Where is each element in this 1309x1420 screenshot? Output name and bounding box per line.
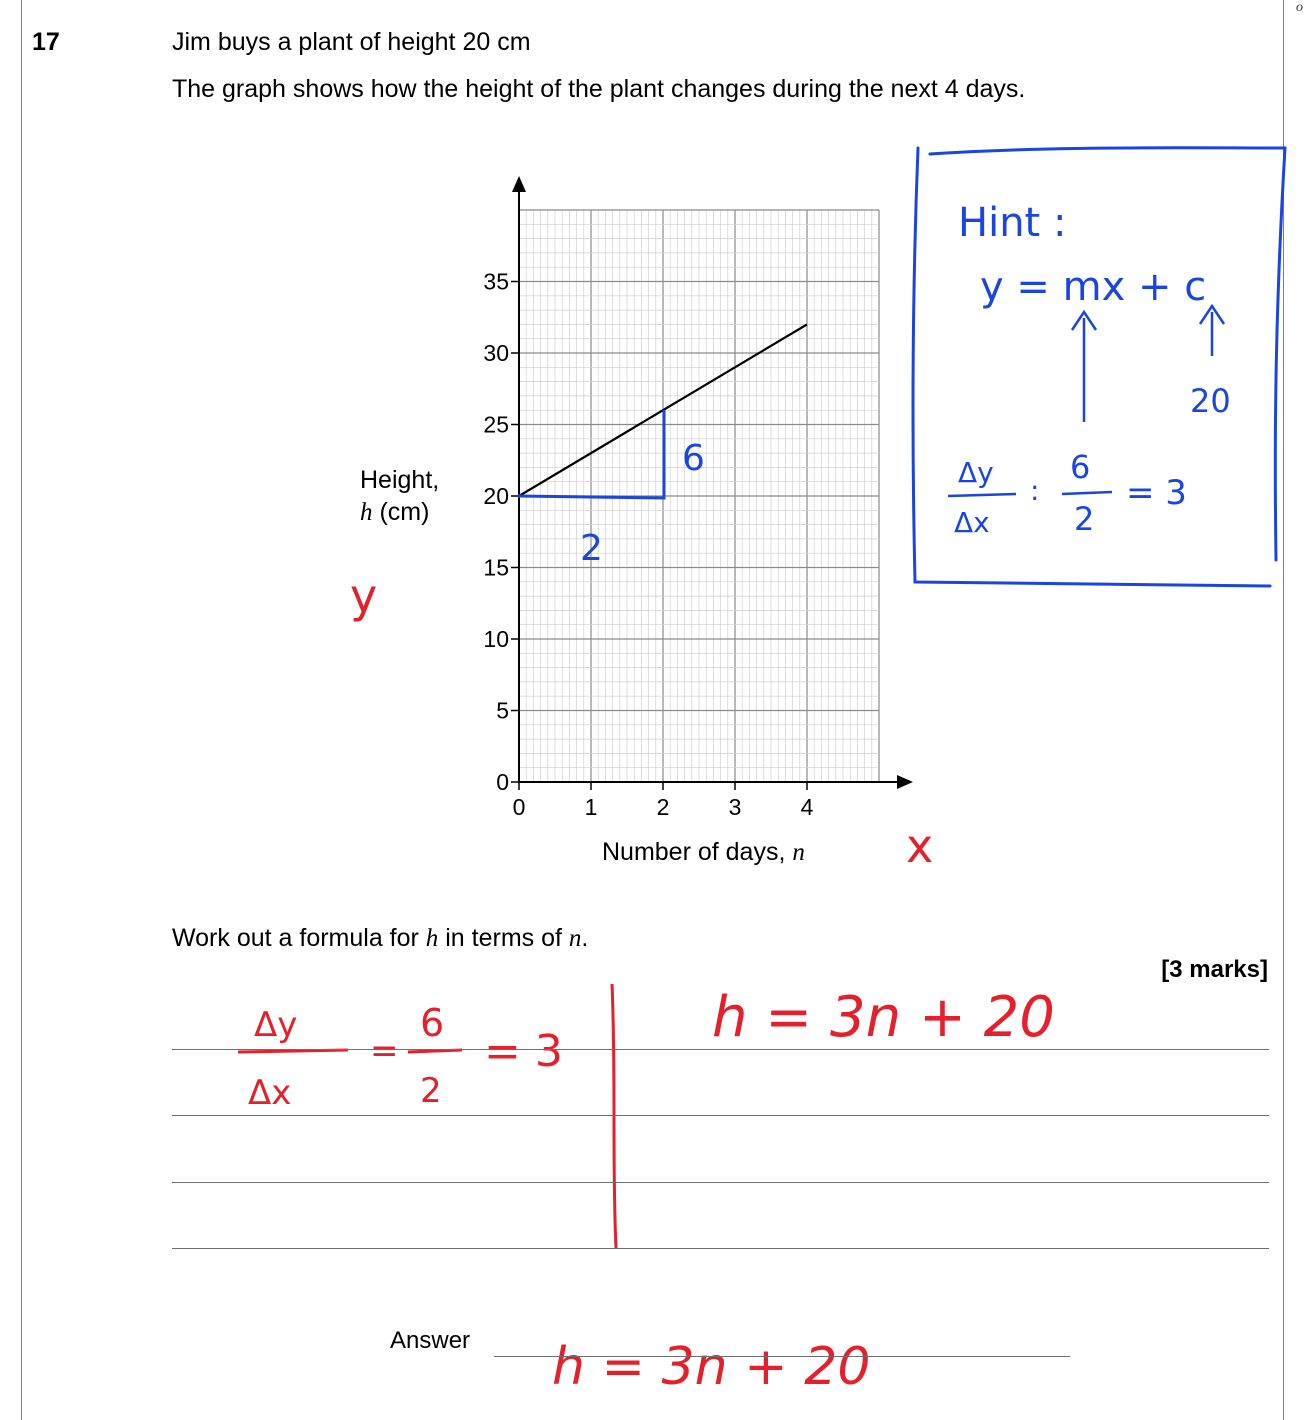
y-tick-label: 25 <box>483 411 509 438</box>
question-number: 17 <box>32 28 60 56</box>
marks-label: [3 marks] <box>1161 956 1268 983</box>
x-tick-label: 0 <box>512 794 526 820</box>
work-den: 2 <box>420 1071 442 1111</box>
working-line-1[interactable] <box>172 1049 1269 1050</box>
triangle-run-label: 2 <box>580 528 603 569</box>
work-var-h: h <box>425 925 439 952</box>
question-line-2: The graph shows how the height of the plant changes during the next 4 days. <box>172 75 1026 103</box>
gradient-triangle <box>518 410 664 498</box>
answer-value: h = 3n + 20 <box>552 1337 871 1397</box>
working-line-3[interactable] <box>172 1182 1269 1183</box>
work-middle: in terms of <box>438 924 569 952</box>
work-suffix: . <box>581 924 589 952</box>
x-tick-label: 4 <box>800 794 814 820</box>
y-tick-label: 30 <box>483 340 509 366</box>
hint-fraction-bar-1 <box>948 494 1016 496</box>
x-axis-label-text: Number of days, <box>602 838 793 866</box>
work-dy: Δy <box>254 1005 298 1045</box>
x-tick-label: 2 <box>656 794 670 820</box>
work-eq1: = <box>370 1031 399 1071</box>
x-tick-label: 1 <box>584 794 598 820</box>
work-prefix: Work out a formula for <box>172 924 426 952</box>
work-instruction <box>172 924 588 953</box>
y-axis-var: h <box>360 499 373 526</box>
x-axis-var: n <box>792 839 805 866</box>
answer-label: Answer <box>390 1327 471 1354</box>
y-tick-label: 35 <box>483 268 509 295</box>
hint-num: 6 <box>1070 448 1091 486</box>
work-var-n: n <box>568 925 582 952</box>
y-tick-label: 5 <box>496 697 509 724</box>
work-fraction-bar-2 <box>408 1050 462 1052</box>
hint-title: Hint : <box>958 200 1067 246</box>
work-dx: Δx <box>248 1073 292 1113</box>
answer-line[interactable] <box>494 1356 1070 1357</box>
hint-dy: Δy <box>958 456 994 489</box>
working-line-2[interactable] <box>172 1115 1269 1116</box>
triangle-rise-label: 6 <box>682 438 705 479</box>
hint-den: 2 <box>1074 500 1095 538</box>
hint-dx: Δx <box>954 506 990 539</box>
hint-c-value: 20 <box>1190 382 1231 420</box>
y-tick-label: 20 <box>483 483 509 509</box>
hint-formula: y = mx + c <box>980 264 1207 310</box>
y-axis-label-line1: Height, <box>360 466 440 494</box>
corner-mark: o <box>1296 0 1303 15</box>
y-tick-label: 0 <box>496 769 509 795</box>
y-tick-label: 10 <box>483 626 509 652</box>
work-eq2: = 3 <box>484 1026 563 1077</box>
working-line-4[interactable] <box>172 1248 1269 1249</box>
arrow-up-m-icon <box>1072 312 1096 422</box>
work-num: 6 <box>420 1001 445 1045</box>
hint-eq1: : <box>1030 474 1040 507</box>
work-fraction-bar-1 <box>238 1050 348 1052</box>
hint-fraction-bar-2 <box>1062 492 1112 494</box>
work-formula: h = 3n + 20 <box>712 985 1055 1050</box>
question-line-1: Jim buys a plant of height 20 cm <box>172 28 531 56</box>
arrow-up-c-icon <box>1200 306 1224 356</box>
red-x-label: x <box>906 819 934 873</box>
hint-eq2: = 3 <box>1126 473 1187 513</box>
y-axis-unit: (cm) <box>372 498 430 526</box>
red-y-label: y <box>350 569 378 623</box>
x-tick-label: 3 <box>728 794 742 820</box>
y-tick-label: 15 <box>483 554 509 581</box>
work-divider-line <box>612 984 616 1248</box>
